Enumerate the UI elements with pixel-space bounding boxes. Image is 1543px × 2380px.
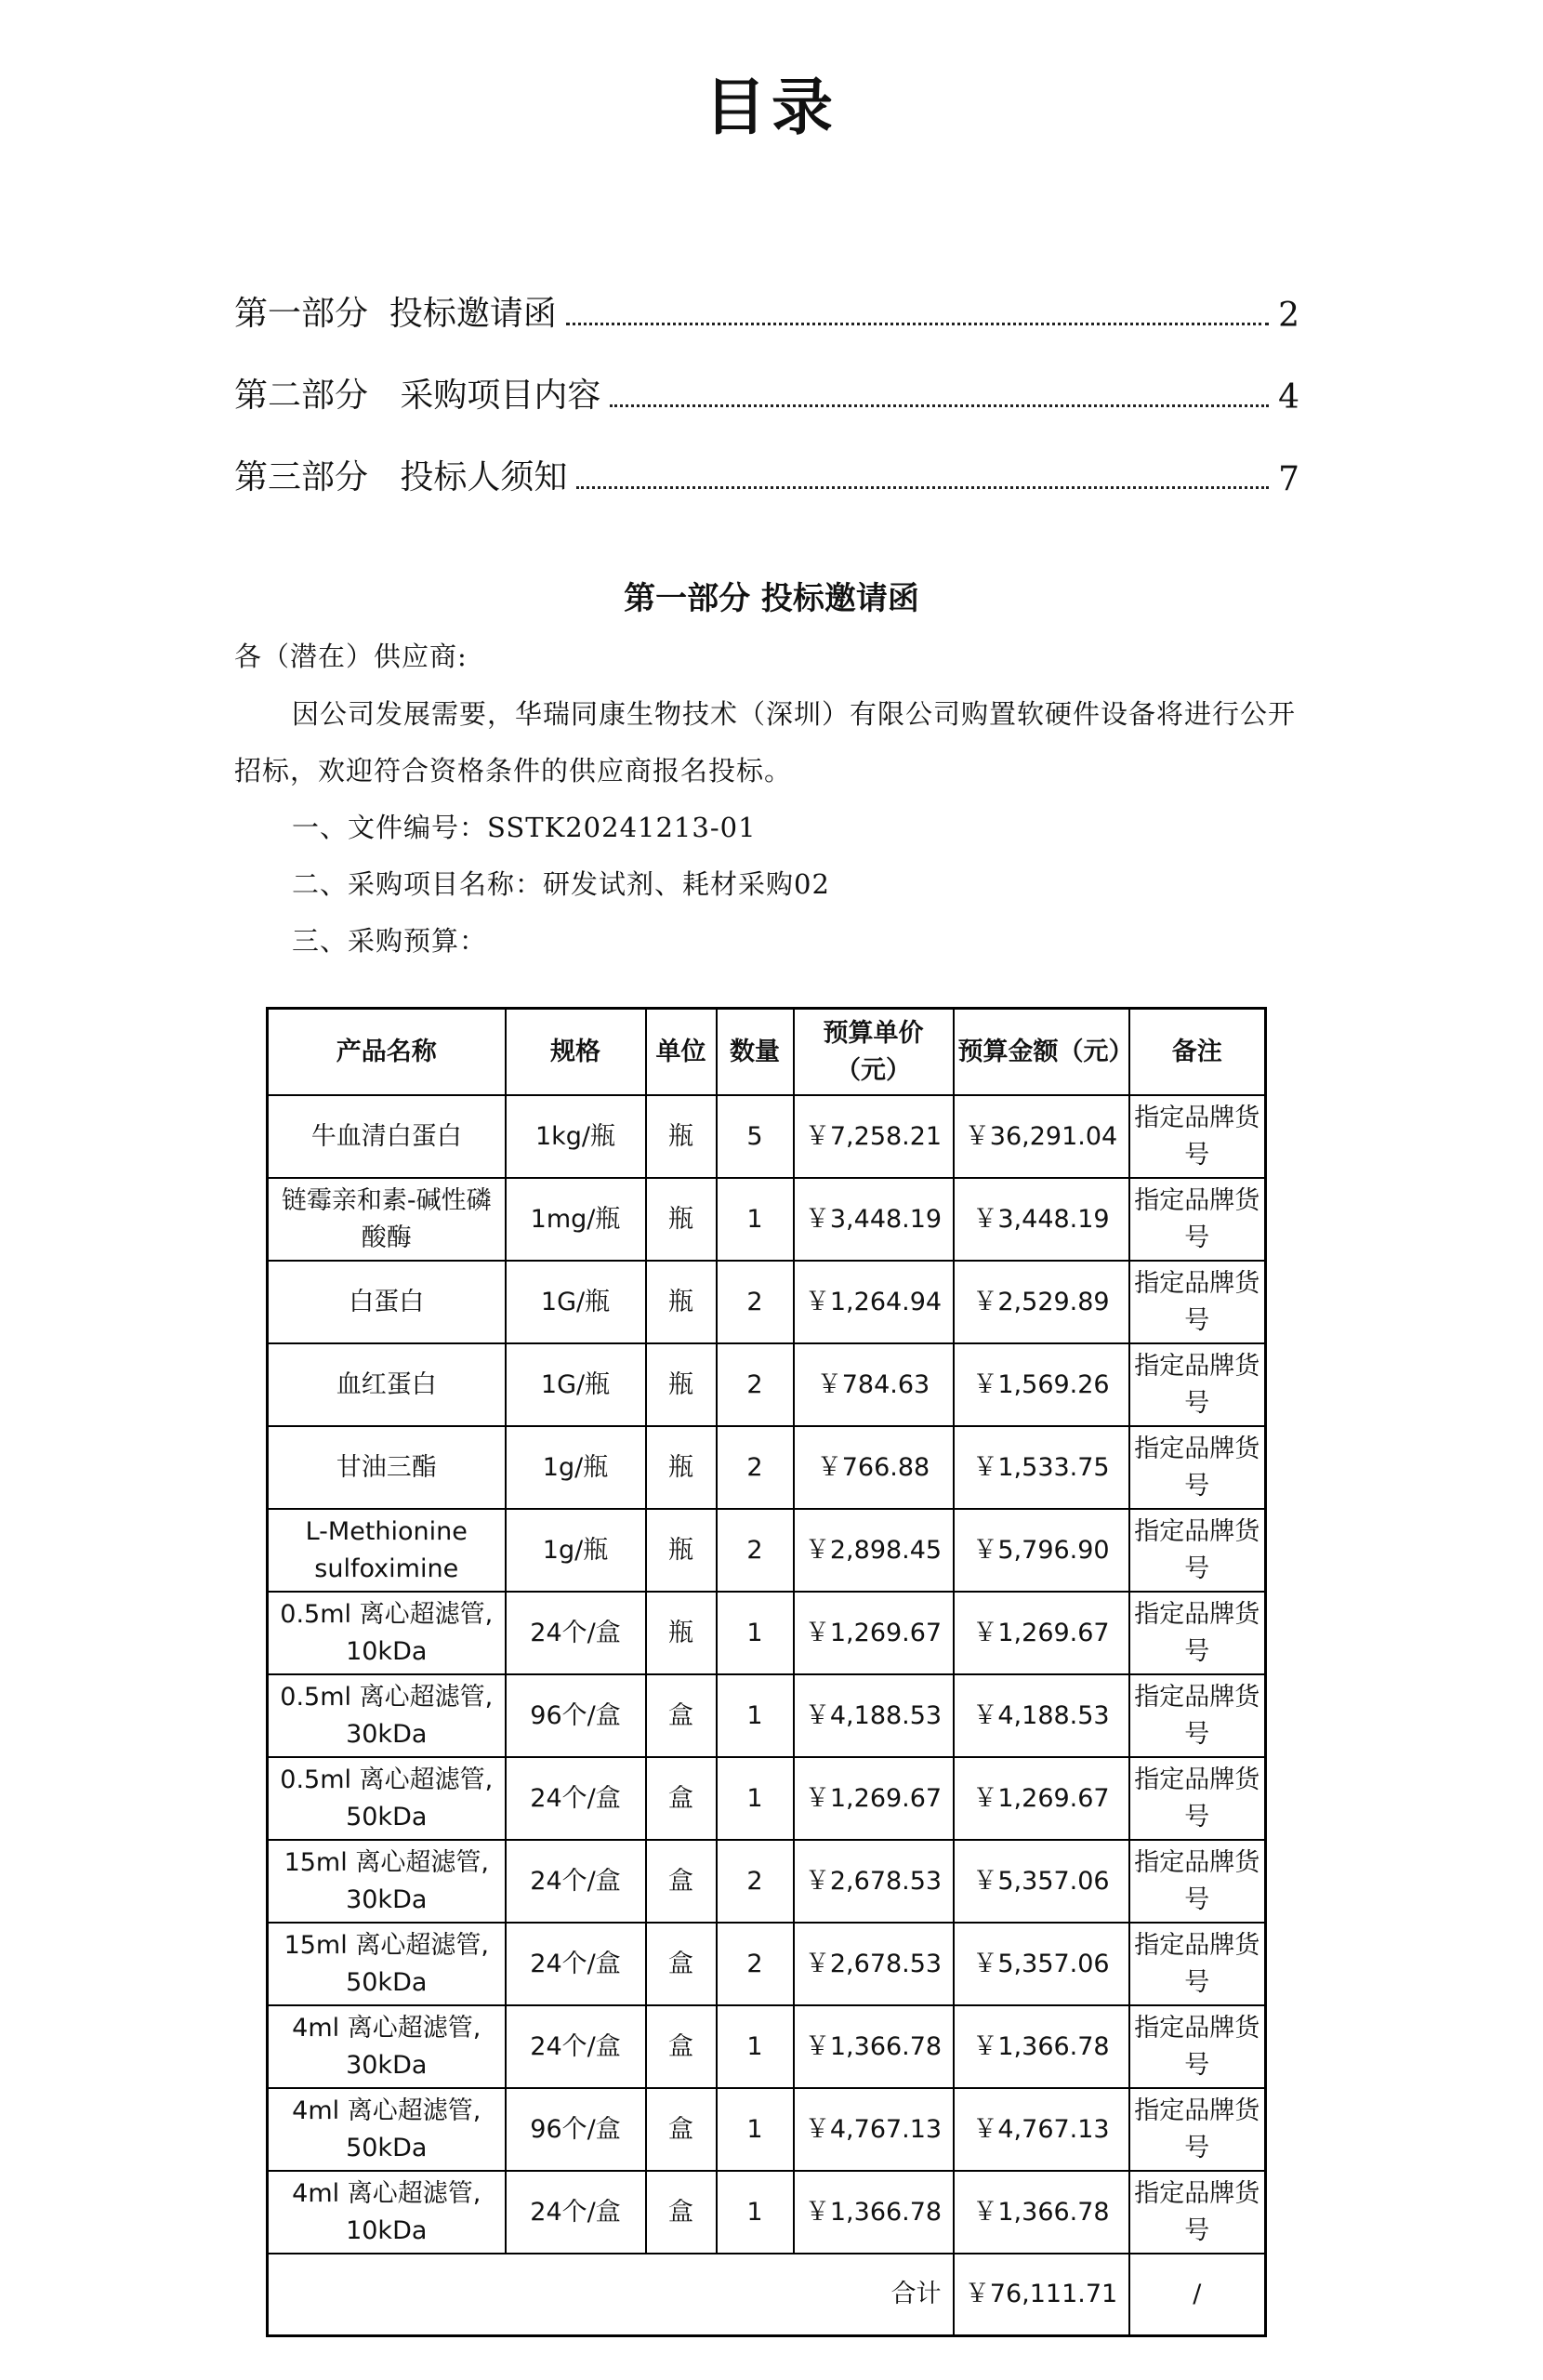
toc-entry-page: 7 (1278, 460, 1299, 498)
cell-remark: 指定品牌货号 (1129, 2005, 1266, 2088)
cell-remark: 指定品牌货号 (1129, 1426, 1266, 1509)
cell-product-name: 链霉亲和素-碱性磷酸酶 (268, 1178, 506, 1261)
cell-unit-price: ￥2,898.45 (794, 1509, 954, 1592)
cell-remark: 指定品牌货号 (1129, 1592, 1266, 1674)
cell-spec: 24个/盒 (506, 2171, 646, 2254)
cell-quantity: 1 (717, 1178, 794, 1261)
cell-product-name: 15ml 离心超滤管, 50kDa (268, 1923, 506, 2005)
cell-spec: 1g/瓶 (506, 1509, 646, 1592)
cell-spec: 24个/盒 (506, 1840, 646, 1923)
total-remark: / (1129, 2254, 1266, 2336)
toc-leader-dots (566, 323, 1269, 325)
cell-unit: 盒 (646, 1840, 717, 1923)
column-header-quantity: 数量 (717, 1009, 794, 1096)
table-row (268, 1592, 1266, 1674)
cell-remark: 指定品牌货号 (1129, 2088, 1266, 2171)
cell-spec: 24个/盒 (506, 2005, 646, 2088)
cell-remark: 指定品牌货号 (1129, 1095, 1266, 1178)
cell-quantity: 1 (717, 1757, 794, 1840)
cell-spec: 96个/盒 (506, 2088, 646, 2171)
toc-entry-label: 第二部分 采购项目内容 (234, 377, 601, 415)
cell-product-name: 4ml 离心超滤管, 50kDa (268, 2088, 506, 2171)
table-row (268, 1923, 1266, 2005)
table-row (268, 2088, 1266, 2171)
column-header-unit: 单位 (646, 1009, 717, 1096)
budget-item: 三、采购预算： (292, 925, 488, 957)
cell-unit: 盒 (646, 1674, 717, 1757)
table-row (268, 1261, 1266, 1343)
cell-amount: ￥1,269.67 (954, 1757, 1129, 1840)
cell-quantity: 2 (717, 1261, 794, 1343)
cell-amount: ￥1,533.75 (954, 1426, 1129, 1509)
cell-product-name: 4ml 离心超滤管, 10kDa (268, 2171, 506, 2254)
cell-spec: 1kg/瓶 (506, 1095, 646, 1178)
cell-unit: 盒 (646, 2005, 717, 2088)
cell-quantity: 1 (717, 1592, 794, 1674)
cell-unit: 盒 (646, 1757, 717, 1840)
column-header-spec: 规格 (506, 1009, 646, 1096)
cell-remark: 指定品牌货号 (1129, 1923, 1266, 2005)
cell-remark: 指定品牌货号 (1129, 1757, 1266, 1840)
cell-amount: ￥4,188.53 (954, 1674, 1129, 1757)
cell-spec: 1g/瓶 (506, 1426, 646, 1509)
table-row (268, 2171, 1266, 2254)
toc-entry[interactable] (234, 253, 1299, 335)
table-header-row (268, 1009, 1266, 1096)
cell-product-name: 0.5ml 离心超滤管, 10kDa (268, 1592, 506, 1674)
cell-product-name: 牛血清白蛋白 (268, 1095, 506, 1178)
cell-unit-price: ￥1,269.67 (794, 1592, 954, 1674)
cell-unit: 瓶 (646, 1592, 717, 1674)
total-amount: ￥76,111.71 (954, 2254, 1129, 2336)
budget-table (266, 1007, 1267, 2337)
cell-remark: 指定品牌货号 (1129, 2171, 1266, 2254)
cell-unit-price: ￥1,269.67 (794, 1757, 954, 1840)
project-name-item: 二、采购项目名称：研发试剂、耗材采购02 (292, 868, 830, 900)
cell-product-name: 白蛋白 (268, 1261, 506, 1343)
cell-remark: 指定品牌货号 (1129, 1674, 1266, 1757)
cell-quantity: 5 (717, 1095, 794, 1178)
cell-remark: 指定品牌货号 (1129, 1261, 1266, 1343)
cell-spec: 1G/瓶 (506, 1343, 646, 1426)
table-row (268, 1426, 1266, 1509)
table-of-contents (234, 253, 1299, 498)
cell-unit-price: ￥1,366.78 (794, 2171, 954, 2254)
cell-unit: 盒 (646, 2088, 717, 2171)
cell-unit: 瓶 (646, 1261, 717, 1343)
section-heading: 第一部分 投标邀请函 (624, 580, 919, 617)
column-header-remark: 备注 (1129, 1009, 1266, 1096)
cell-amount: ￥1,269.67 (954, 1592, 1129, 1674)
table-row (268, 2005, 1266, 2088)
cell-unit-price: ￥1,264.94 (794, 1261, 954, 1343)
cell-unit-price: ￥2,678.53 (794, 1840, 954, 1923)
cell-unit: 盒 (646, 2171, 717, 2254)
cell-amount: ￥4,767.13 (954, 2088, 1129, 2171)
cell-unit-price: ￥784.63 (794, 1343, 954, 1426)
table-row (268, 1095, 1266, 1178)
cell-amount: ￥36,291.04 (954, 1095, 1129, 1178)
cell-amount: ￥1,366.78 (954, 2005, 1129, 2088)
cell-remark: 指定品牌货号 (1129, 1509, 1266, 1592)
cell-unit-price: ￥4,767.13 (794, 2088, 954, 2171)
cell-unit-price: ￥1,366.78 (794, 2005, 954, 2088)
toc-entry[interactable] (234, 335, 1299, 416)
cell-amount: ￥1,366.78 (954, 2171, 1129, 2254)
cell-product-name: 甘油三酯 (268, 1426, 506, 1509)
cell-unit-price: ￥4,188.53 (794, 1674, 954, 1757)
column-header-unit-price: 预算单价（元） (794, 1009, 954, 1096)
cell-spec: 24个/盒 (506, 1757, 646, 1840)
table-row (268, 1178, 1266, 1261)
cell-quantity: 2 (717, 1840, 794, 1923)
toc-entry-page: 4 (1278, 378, 1299, 416)
cell-quantity: 2 (717, 1923, 794, 2005)
table-row (268, 1840, 1266, 1923)
table-row (268, 1757, 1266, 1840)
cell-quantity: 2 (717, 1426, 794, 1509)
cell-unit-price: ￥7,258.21 (794, 1095, 954, 1178)
cell-unit: 盒 (646, 1923, 717, 2005)
table-row (268, 1343, 1266, 1426)
cell-spec: 96个/盒 (506, 1674, 646, 1757)
cell-unit: 瓶 (646, 1509, 717, 1592)
cell-quantity: 2 (717, 1509, 794, 1592)
cell-product-name: 0.5ml 离心超滤管, 30kDa (268, 1674, 506, 1757)
cell-product-name: L-Methionine sulfoximine (268, 1509, 506, 1592)
cell-quantity: 2 (717, 1343, 794, 1426)
cell-unit: 瓶 (646, 1178, 717, 1261)
toc-entry[interactable] (234, 416, 1299, 498)
cell-unit-price: ￥3,448.19 (794, 1178, 954, 1261)
toc-leader-dots (576, 486, 1269, 489)
cell-amount: ￥1,569.26 (954, 1343, 1129, 1426)
cell-product-name: 15ml 离心超滤管, 30kDa (268, 1840, 506, 1923)
toc-leader-dots (610, 404, 1269, 407)
cell-remark: 指定品牌货号 (1129, 1840, 1266, 1923)
cell-amount: ￥5,796.90 (954, 1509, 1129, 1592)
total-row (268, 2254, 1266, 2336)
column-header-amount: 预算金额（元） (954, 1009, 1129, 1096)
cell-unit-price: ￥766.88 (794, 1426, 954, 1509)
cell-product-name: 血红蛋白 (268, 1343, 506, 1426)
cell-unit: 瓶 (646, 1343, 717, 1426)
table-row (268, 1509, 1266, 1592)
cell-spec: 24个/盒 (506, 1923, 646, 2005)
cell-amount: ￥5,357.06 (954, 1923, 1129, 2005)
cell-remark: 指定品牌货号 (1129, 1178, 1266, 1261)
cell-spec: 1mg/瓶 (506, 1178, 646, 1261)
toc-entry-page: 2 (1278, 297, 1299, 335)
cell-quantity: 1 (717, 1674, 794, 1757)
cell-unit-price: ￥2,678.53 (794, 1923, 954, 2005)
cell-product-name: 0.5ml 离心超滤管, 50kDa (268, 1757, 506, 1840)
cell-unit: 瓶 (646, 1426, 717, 1509)
cell-product-name: 4ml 离心超滤管, 30kDa (268, 2005, 506, 2088)
cell-amount: ￥2,529.89 (954, 1261, 1129, 1343)
toc-entry-label: 第三部分 投标人须知 (234, 458, 568, 496)
cell-remark: 指定品牌货号 (1129, 1343, 1266, 1426)
column-header-product: 产品名称 (268, 1009, 506, 1096)
cell-amount: ￥3,448.19 (954, 1178, 1129, 1261)
table-row (268, 1674, 1266, 1757)
cell-quantity: 1 (717, 2088, 794, 2171)
cell-quantity: 1 (717, 2171, 794, 2254)
cell-unit: 瓶 (646, 1095, 717, 1178)
file-number-item: 一、文件编号：SSTK20241213-01 (292, 812, 757, 843)
page-title: 目录 (705, 72, 838, 143)
toc-entry-label: 第一部分 投标邀请函 (234, 295, 557, 333)
intro-paragraph: 因公司发展需要，华瑞同康生物技术（深圳）有限公司购置软硬件设备将进行公开招标，欢迎符合资格条件的供应商报名投标。 (234, 698, 1297, 787)
total-label: 合计 (268, 2254, 954, 2336)
salutation: 各（潜在）供应商: (234, 641, 468, 672)
cell-quantity: 1 (717, 2005, 794, 2088)
cell-amount: ￥5,357.06 (954, 1840, 1129, 1923)
cell-spec: 1G/瓶 (506, 1261, 646, 1343)
cell-spec: 24个/盒 (506, 1592, 646, 1674)
